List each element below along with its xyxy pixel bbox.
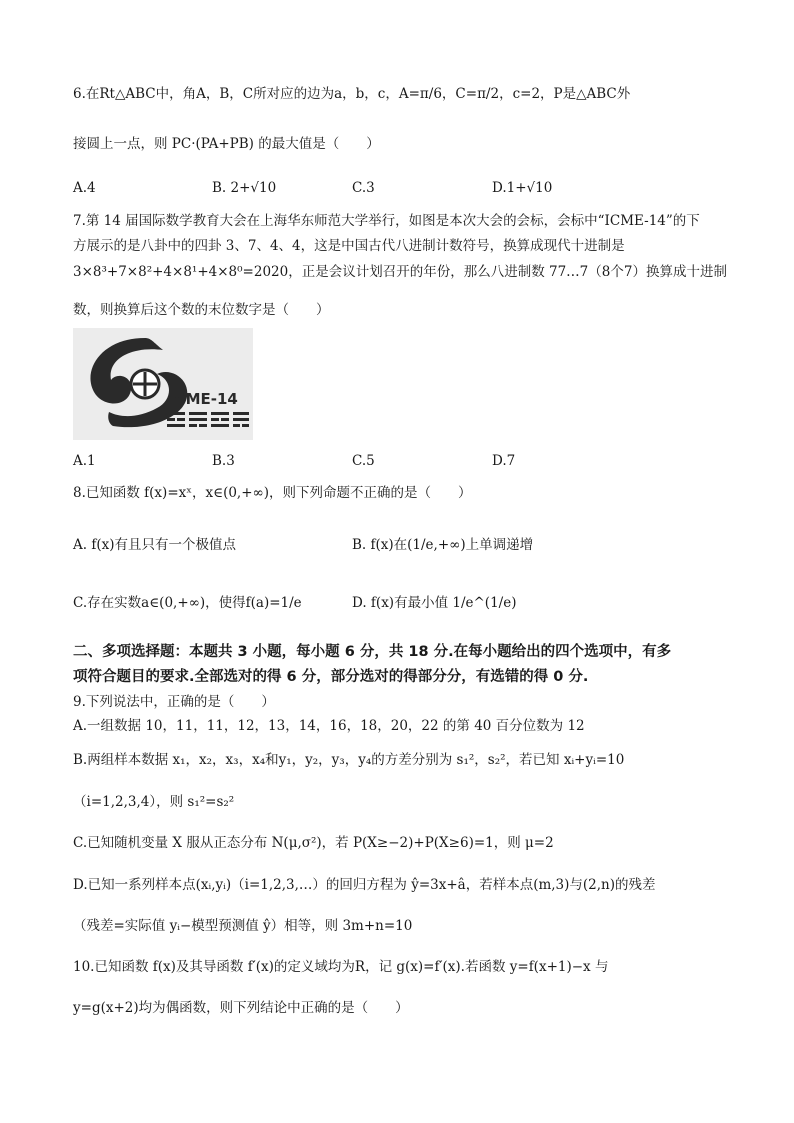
q7-stem-line4: 数，则换算后这个数的末位数字是（ ） bbox=[73, 302, 330, 318]
section2-heading-line2: 项符合题目的要求.全部选对的得 6 分，部分选对的得部分分，有选错的得 0 分. bbox=[73, 669, 589, 685]
q7-stem-line1: 7.第 14 届国际数学教育大会在上海华东师范大学举行，如图是本次大会的会标，会标中“ICME-14”的下 bbox=[73, 213, 700, 229]
q9-option-b-line2: （i=1,2,3,4），则 s₁²=s₂² bbox=[73, 794, 235, 810]
section2-heading-line1: 二、多项选择题：本题共 3 小题，每小题 6 分，共 18 分.在每小题给出的四个选项中，有多 bbox=[73, 644, 672, 660]
q8-option-c: C.存在实数a∈(0,+∞)，使得f(a)=1/e bbox=[73, 595, 302, 611]
q6-stem-line1: 6.在Rt△ABC中，角A，B，C所对应的边为a，b，c，A=π/6，C=π/2，c=2，P是△ABC外 bbox=[73, 86, 631, 102]
q8-stem: 8.已知函数 f(x)=xˣ，x∈(0,+∞)，则下列命题不正确的是（ ） bbox=[73, 485, 472, 501]
q9-option-d-line2: （残差=实际值 yᵢ−模型预测值 ŷ）相等，则 3m+n=10 bbox=[73, 918, 413, 934]
q6-option-d: D.1+√10 bbox=[492, 180, 553, 196]
logo-text: ICME-14 bbox=[169, 390, 238, 408]
q7-option-c: C.5 bbox=[352, 453, 375, 469]
q8-option-d: D. f(x)有最小值 1/e^(1/e) bbox=[352, 595, 517, 611]
q10-stem-line2: y=g(x+2)均为偶函数，则下列结论中正确的是（ ） bbox=[73, 1000, 409, 1016]
icme-logo-icon bbox=[73, 328, 253, 440]
q8-option-a: A. f(x)有且只有一个极值点 bbox=[73, 537, 236, 553]
q10-stem-line1: 10.已知函数 f(x)及其导函数 f′(x)的定义域均为R，记 g(x)=f′(x).若函数 y=f(x+1)−x 与 bbox=[73, 959, 609, 975]
icme-logo bbox=[73, 328, 253, 440]
q9-option-a: A.一组数据 10，11，11，12，13，14，16，18，20，22 的第 40 百分位数为 12 bbox=[73, 718, 585, 734]
q7-option-a: A.1 bbox=[73, 453, 96, 469]
q8-option-b: B. f(x)在(1/e,+∞)上单调递增 bbox=[352, 537, 534, 553]
q7-option-d: D.7 bbox=[492, 453, 516, 469]
q7-stem-line3: 3×8³+7×8²+4×8¹+4×8⁰=2020，正是会议计划召开的年份，那么八进制数 77…7（8个7）换算成十进制 bbox=[73, 264, 727, 280]
q9-stem: 9.下列说法中，正确的是（ ） bbox=[73, 694, 275, 710]
q7-option-b: B.3 bbox=[212, 453, 235, 469]
q9-option-c: C.已知随机变量 X 服从正态分布 N(μ,σ²)，若 P(X≥−2)+P(X≥6)=1，则 μ=2 bbox=[73, 835, 554, 851]
q9-option-d-line1: D.已知一系列样本点(xᵢ,yᵢ)（i=1,2,3,…）的回归方程为 ŷ=3x+â，若样本点(m,3)与(2,n)的残差 bbox=[73, 877, 656, 893]
q6-option-b: B. 2+√10 bbox=[212, 180, 277, 196]
q6-option-a: A.4 bbox=[73, 180, 96, 196]
q9-option-b-line1: B.两组样本数据 x₁，x₂，x₃，x₄和y₁，y₂，y₃，y₄的方差分别为 s₁²，s₂²，若已知 xᵢ+yᵢ=10 bbox=[73, 752, 625, 768]
q7-stem-line2: 方展示的是八卦中的四卦 3、7、4、4，这是中国古代八进制计数符号，换算成现代十进制是 bbox=[73, 238, 625, 254]
q6-stem-line2: 接圆上一点，则 PC·(PA+PB) 的最大值是（ ） bbox=[73, 136, 380, 152]
q6-option-c: C.3 bbox=[352, 180, 375, 196]
